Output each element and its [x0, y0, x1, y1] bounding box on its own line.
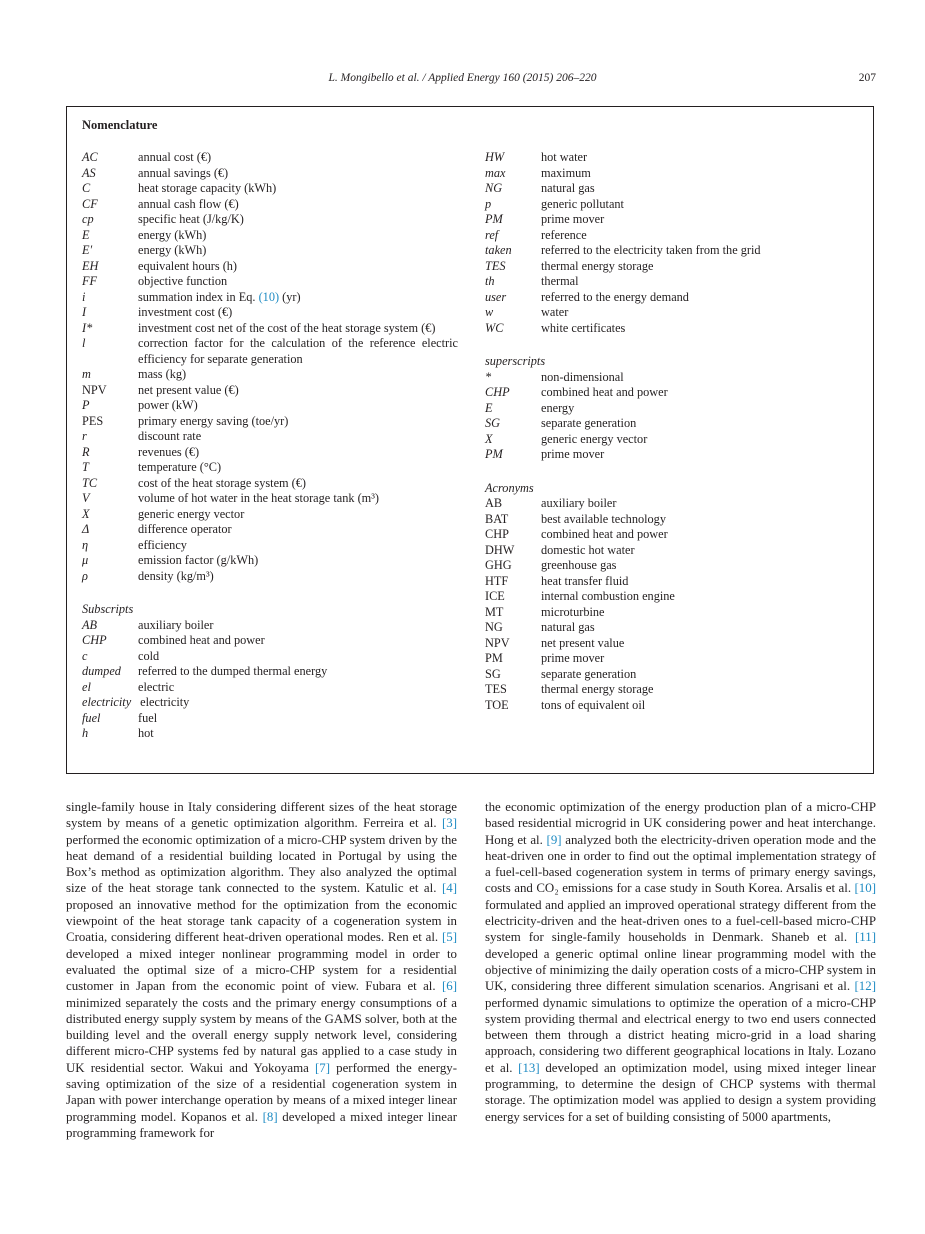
citation-link: [13]: [518, 1060, 540, 1075]
entry-symbol: c: [82, 648, 88, 663]
body-column-left: [66, 799, 457, 1141]
entry-definition: auxiliary boiler: [138, 617, 214, 632]
entry-definition: microturbine: [541, 604, 605, 619]
subscripts-heading: Subscripts: [82, 602, 134, 616]
nomenclature-entry: [485, 274, 861, 290]
entry-definition: specific heat (J/kg/K): [138, 212, 244, 226]
citation-link: [7]: [314, 1060, 330, 1075]
nomenclature-entry: [485, 698, 861, 714]
nomenclature-entry: [485, 370, 861, 386]
entry-definition: domestic hot water: [541, 542, 635, 557]
body-text-run: developed a generic optimal online linear programming model with the objective of minimizing the daily operation costs of a micro-CHP system in UK, considering three different simulation scenarios. Angrisani et al.: [485, 946, 876, 994]
entry-definition: referred to the dumped thermal energy: [138, 664, 328, 678]
entry-definition: investment cost net of the cost of the heat storage system (€): [138, 320, 436, 335]
entry-symbol: BAT: [485, 511, 509, 526]
nomenclature-entry: [82, 460, 458, 476]
nomenclature-entry: [485, 385, 861, 401]
entry-symbol: fuel: [82, 710, 101, 725]
nomenclature-entry: [82, 649, 458, 665]
nomenclature-entry: [82, 522, 458, 538]
entry-definition: prime mover: [541, 447, 605, 461]
entry-definition: thermal energy storage: [541, 258, 654, 273]
entry-symbol: DHW: [485, 542, 515, 557]
citation-link: [10]: [854, 881, 876, 896]
entry-symbol: X: [485, 431, 493, 446]
entry-symbol: PM: [485, 651, 503, 665]
entry-symbol: user: [485, 289, 507, 304]
nomenclature-right-column: [485, 150, 861, 713]
nomenclature-entry: [82, 212, 458, 228]
entry-definition: energy: [541, 400, 575, 415]
entry-definition: energy (kWh): [138, 227, 207, 242]
entry-definition: hot water: [541, 150, 588, 164]
entry-definition: electricity: [140, 695, 190, 709]
body-text-run: performed the economic optimization of a micro-CHP system driven by the heat demand of a residential building located in Portugal by using the Box’s method as optimization algorithm. They also analyzed the optimal size of the heat storage tank connected to the system. Katulic et al.: [66, 832, 457, 896]
body-text-run: minimized separately the costs and the primary energy consumptions of a distributed energy supply system by means of the GAMS solver, both at the building level and the overall energy supply network level, considering different micro-CHP systems fed by natural gas applied to a case study in UK residential sector. Wakui and Yokoyama: [66, 995, 457, 1075]
entry-definition: volume of hot water in the heat storage tank (m³): [138, 491, 380, 505]
nomenclature-entry: [82, 633, 458, 649]
nomenclature-entry: [485, 589, 861, 605]
entry-symbol: T: [82, 460, 89, 474]
body-text-run: performed the energy-saving optimization of the size of a residential cogeneration system in Japan with power interchange operation by means of a mixed integer linear programming model. Kopanos et al.: [66, 1060, 457, 1124]
entry-symbol: SG: [485, 416, 501, 430]
entry-definition: white certificates: [541, 320, 626, 335]
entry-symbol: MT: [485, 604, 504, 619]
nomenclature-entry: [82, 367, 458, 383]
entry-symbol: el: [82, 679, 91, 694]
entry-definition: non-dimensional: [541, 369, 624, 384]
superscripts-heading: superscripts: [485, 354, 546, 368]
running-head: [0, 72, 925, 88]
entry-definition: generic energy vector: [138, 506, 245, 521]
nomenclature-left-column: [82, 150, 458, 742]
nomenclature-entry: [82, 618, 458, 634]
equation-reference: (10): [258, 289, 280, 304]
nomenclature-entry: [485, 150, 861, 166]
citation-link: [6]: [441, 979, 457, 994]
body-text-run: developed a mixed integer linear programming framework for: [66, 1109, 457, 1140]
entry-definition: difference operator: [138, 522, 232, 536]
nomenclature-entry: [82, 383, 458, 399]
nomenclature-entry: [82, 290, 458, 306]
entry-definition: cost of the heat storage system (€): [138, 475, 307, 490]
nomenclature-entry: [485, 197, 861, 213]
entry-symbol: PM: [485, 447, 503, 461]
entry-definition: [138, 290, 458, 306]
definition-text: summation index in Eq.: [138, 289, 259, 304]
entry-symbol: PM: [485, 212, 503, 226]
definition-text: (yr): [279, 289, 301, 304]
entry-definition: water: [541, 305, 569, 319]
entry-definition: correction factor for the calculation of the reference electric efficiency for separate generation: [138, 336, 458, 366]
entry-definition: combined heat and power: [541, 527, 668, 541]
citation-link: [9]: [546, 832, 562, 847]
entry-definition: greenhouse gas: [541, 558, 617, 572]
entry-symbol: electricity: [82, 695, 132, 709]
entry-definition: efficiency: [138, 537, 187, 552]
nomenclature-entry: [82, 429, 458, 445]
entry-definition: primary energy saving (toe/yr): [138, 413, 289, 428]
entry-symbol: P: [82, 398, 90, 412]
nomenclature-entry: [485, 543, 861, 559]
nomenclature-entry: [82, 321, 458, 337]
nomenclature-entry: [485, 290, 861, 306]
main-symbols-list: [82, 150, 458, 584]
entry-symbol: E: [82, 227, 90, 242]
nomenclature-entry: [485, 321, 861, 337]
entry-symbol: TC: [82, 475, 98, 490]
nomenclature-entry: [82, 695, 458, 711]
citation-link: [8]: [262, 1109, 278, 1124]
nomenclature-entry: [82, 305, 458, 321]
entry-symbol: I: [82, 305, 87, 319]
entry-symbol: taken: [485, 243, 512, 257]
nomenclature-entry: [82, 274, 458, 290]
entry-symbol: HTF: [485, 573, 509, 588]
entry-symbol: NPV: [485, 635, 510, 650]
superscripts-list: [485, 370, 861, 463]
entry-symbol: AS: [82, 165, 96, 180]
entry-definition: discount rate: [138, 429, 202, 443]
entry-definition: best available technology: [541, 511, 666, 526]
nomenclature-entry: [82, 398, 458, 414]
entry-definition: annual cash flow (€): [138, 196, 239, 211]
nomenclature-entry: [485, 605, 861, 621]
nomenclature-entry: [82, 664, 458, 680]
entry-definition: power (kW): [138, 398, 198, 412]
entry-symbol: r: [82, 429, 87, 443]
entry-symbol: ICE: [485, 589, 505, 603]
entry-definition: reference: [541, 227, 587, 242]
nomenclature-entry: [82, 507, 458, 523]
body-text-run: the economic optimization of the energy production plan of a micro-CHP based residential microgrid in UK considering power and heat interchange. Hong et al.: [485, 800, 876, 847]
body-text-run: formulated and applied an improved operational strategy different from the electricity-driven and the heat-driven ones to a fuel-cell-based micro-CHP system for single-family households in Denmark. Shaneb et al.: [485, 897, 876, 945]
nomenclature-entry: [82, 476, 458, 492]
nomenclature-entry: [82, 150, 458, 166]
entry-symbol: ref: [485, 227, 499, 242]
subscripts-list: [82, 618, 458, 742]
entry-definition: natural gas: [541, 620, 595, 634]
nomenclature-entry: [485, 243, 861, 259]
entry-definition: maximum: [541, 165, 591, 180]
entry-definition: annual savings (€): [138, 165, 229, 180]
acronyms-list: [485, 496, 861, 713]
nomenclature-entry: [82, 414, 458, 430]
entry-symbol: m: [82, 367, 91, 381]
entry-symbol: Δ: [82, 522, 90, 536]
entry-symbol: HW: [485, 150, 505, 164]
entry-definition: prime mover: [541, 212, 605, 226]
entry-definition: equivalent hours (h): [138, 258, 238, 273]
entry-definition: revenues (€): [138, 444, 200, 459]
entry-definition: hot: [138, 726, 154, 740]
acronyms-heading: Acronyms: [485, 480, 534, 495]
nomenclature-entry: [485, 181, 861, 197]
nomenclature-entry: [82, 569, 458, 585]
entry-symbol: AB: [485, 496, 503, 510]
entry-symbol: GHG: [485, 558, 512, 572]
citation-link: [5]: [441, 930, 457, 945]
body-text-run: developed an optimization model, using mixed integer linear programming, to determine the design of CHCP systems with thermal storage. The optimization model was applied to design a system providing energy services for a set of building consisting of 5000 apartments,: [485, 1060, 877, 1124]
entry-definition: separate generation: [541, 666, 637, 681]
entry-symbol: CHP: [82, 633, 107, 647]
entry-symbol: w: [485, 305, 494, 319]
entry-symbol: R: [82, 444, 90, 459]
entry-symbol: I*: [82, 320, 93, 335]
entry-symbol: V: [82, 491, 90, 505]
nomenclature-entry: [82, 259, 458, 275]
entry-definition: referred to the energy demand: [541, 289, 689, 304]
entry-definition: density (kg/m³): [138, 568, 214, 583]
entry-definition: thermal: [541, 274, 579, 288]
entry-symbol: TES: [485, 258, 506, 273]
nomenclature-entry: [82, 538, 458, 554]
entry-definition: tons of equivalent oil: [541, 697, 646, 712]
nomenclature-entry: [82, 166, 458, 182]
page-number: 207: [858, 72, 876, 84]
nomenclature-entry: [485, 228, 861, 244]
nomenclature-entry: [485, 527, 861, 543]
entry-symbol: h: [82, 726, 89, 740]
nomenclature-entry: [485, 401, 861, 417]
right-symbols-list: [485, 150, 861, 336]
entry-symbol: WC: [485, 320, 504, 335]
entry-definition: generic energy vector: [541, 431, 648, 446]
entry-definition: natural gas: [541, 181, 595, 195]
citation-link: [4]: [441, 881, 457, 896]
entry-definition: heat storage capacity (kWh): [138, 181, 277, 195]
entry-definition: prime mover: [541, 651, 605, 665]
nomenclature-entry: [485, 416, 861, 432]
entry-symbol: E′: [82, 243, 93, 257]
nomenclature-entry: [485, 166, 861, 182]
entry-symbol: *: [485, 369, 492, 384]
entry-symbol: ρ: [82, 568, 88, 583]
entry-symbol: dumped: [82, 664, 121, 678]
nomenclature-entry: [82, 228, 458, 244]
nomenclature-box: [66, 106, 874, 774]
entry-definition: mass (kg): [138, 367, 187, 381]
nomenclature-entry: [485, 305, 861, 321]
entry-definition: separate generation: [541, 416, 637, 430]
entry-definition: temperature (°C): [138, 460, 222, 474]
entry-definition: energy (kWh): [138, 243, 207, 257]
entry-symbol: AB: [82, 617, 98, 632]
nomenclature-entry: [82, 336, 458, 367]
nomenclature-entry: [82, 181, 458, 197]
entry-definition: thermal energy storage: [541, 682, 654, 696]
entry-symbol: SG: [485, 666, 501, 681]
entry-definition: internal combustion engine: [541, 589, 675, 603]
body-text-run: analyzed both the electricity-driven operation mode and the heat-driven one in order to find out the optimal implementation strategy of a fuel-cell-based cogeneration system in terms of primary energy savings, costs and CO₂ emissions for a case study in South Korea. Arsalis et al.: [485, 832, 876, 896]
entry-symbol: TOE: [485, 697, 509, 712]
entry-symbol: l: [82, 336, 86, 350]
nomenclature-entry: [485, 636, 861, 652]
entry-symbol: th: [485, 274, 495, 288]
citation-link: [3]: [441, 816, 457, 831]
citation-link: [11]: [855, 930, 876, 945]
nomenclature-entry: [485, 496, 861, 512]
entry-symbol: FF: [82, 274, 98, 288]
entry-definition: combined heat and power: [138, 633, 265, 647]
nomenclature-entry: [485, 512, 861, 528]
entry-symbol: TES: [485, 682, 507, 696]
body-column-right: [485, 799, 876, 1125]
entry-definition: objective function: [138, 274, 228, 288]
entry-definition: annual cost (€): [138, 150, 212, 164]
nomenclature-entry: [82, 726, 458, 742]
entry-symbol: EH: [82, 258, 99, 273]
entry-symbol: X: [82, 506, 90, 521]
entry-symbol: NG: [485, 620, 503, 634]
nomenclature-entry: [485, 259, 861, 275]
entry-symbol: max: [485, 165, 506, 180]
nomenclature-entry: [485, 558, 861, 574]
body-text-run: single-family house in Italy considering different sizes of the heat storage system by means of a genetic optimization algorithm. Ferreira et al.: [66, 800, 457, 831]
nomenclature-entry: [485, 212, 861, 228]
journal-citation: L. Mongibello et al. / Applied Energy 160 (2015) 206–220: [328, 72, 597, 84]
nomenclature-entry: [485, 432, 861, 448]
entry-definition: emission factor (g/kWh): [138, 553, 259, 567]
nomenclature-entry: [485, 667, 861, 683]
entry-definition: electric: [138, 679, 175, 694]
entry-symbol: E: [485, 400, 493, 415]
nomenclature-entry: [82, 243, 458, 259]
entry-definition: heat transfer fluid: [541, 573, 629, 588]
entry-symbol: μ: [82, 553, 89, 567]
entry-definition: net present value (€): [138, 382, 239, 397]
nomenclature-entry: [485, 682, 861, 698]
entry-symbol: p: [485, 196, 492, 211]
nomenclature-entry: [485, 620, 861, 636]
body-text-run: developed a mixed integer nonlinear programming model in order to evaluated the optimal size of a micro-CHP system for a residential customer in Japan from the economic point of view. Fubara et al.: [66, 946, 457, 994]
nomenclature-entry: [82, 680, 458, 696]
body-text-run: performed dynamic simulations to optimize the operation of a micro-CHP system providing thermal and electrical energy to two end users connected between them through a district heating micro-grid in a load sharing approach, considering two different geographical locations in Italy. Lozano et al.: [485, 995, 876, 1075]
nomenclature-entry: [82, 711, 458, 727]
entry-symbol: PES: [82, 413, 104, 428]
nomenclature-entry: [485, 574, 861, 590]
body-text-run: proposed an innovative method for the optimization from the economic viewpoint of the heat storage tank capacity of a cogeneration system in Croatia, considering different heat-driven operational modes. Ren et al.: [66, 897, 457, 945]
entry-symbol: NPV: [82, 382, 107, 397]
nomenclature-entry: [82, 445, 458, 461]
entry-definition: fuel: [138, 710, 158, 725]
entry-symbol: CF: [82, 196, 98, 211]
nomenclature-entry: [82, 197, 458, 213]
entry-symbol: CHP: [485, 527, 509, 541]
entry-definition: combined heat and power: [541, 385, 668, 399]
entry-definition: investment cost (€): [138, 305, 233, 319]
entry-definition: referred to the electricity taken from the grid: [541, 243, 761, 257]
entry-symbol: C: [82, 181, 91, 195]
nomenclature-entry: [82, 553, 458, 569]
entry-definition: cold: [138, 648, 160, 663]
entry-definition: net present value: [541, 635, 625, 650]
entry-definition: generic pollutant: [541, 196, 624, 211]
nomenclature-entry: [485, 447, 861, 463]
entry-symbol: cp: [82, 212, 94, 226]
nomenclature-title: Nomenclature: [82, 118, 158, 132]
citation-link: [12]: [854, 979, 876, 994]
nomenclature-entry: [82, 491, 458, 507]
entry-symbol: NG: [485, 181, 503, 195]
entry-symbol: i: [82, 289, 86, 304]
entry-definition: auxiliary boiler: [541, 496, 617, 510]
entry-symbol: AC: [82, 150, 98, 164]
nomenclature-entry: [485, 651, 861, 667]
entry-symbol: η: [82, 537, 89, 552]
entry-symbol: CHP: [485, 385, 510, 399]
